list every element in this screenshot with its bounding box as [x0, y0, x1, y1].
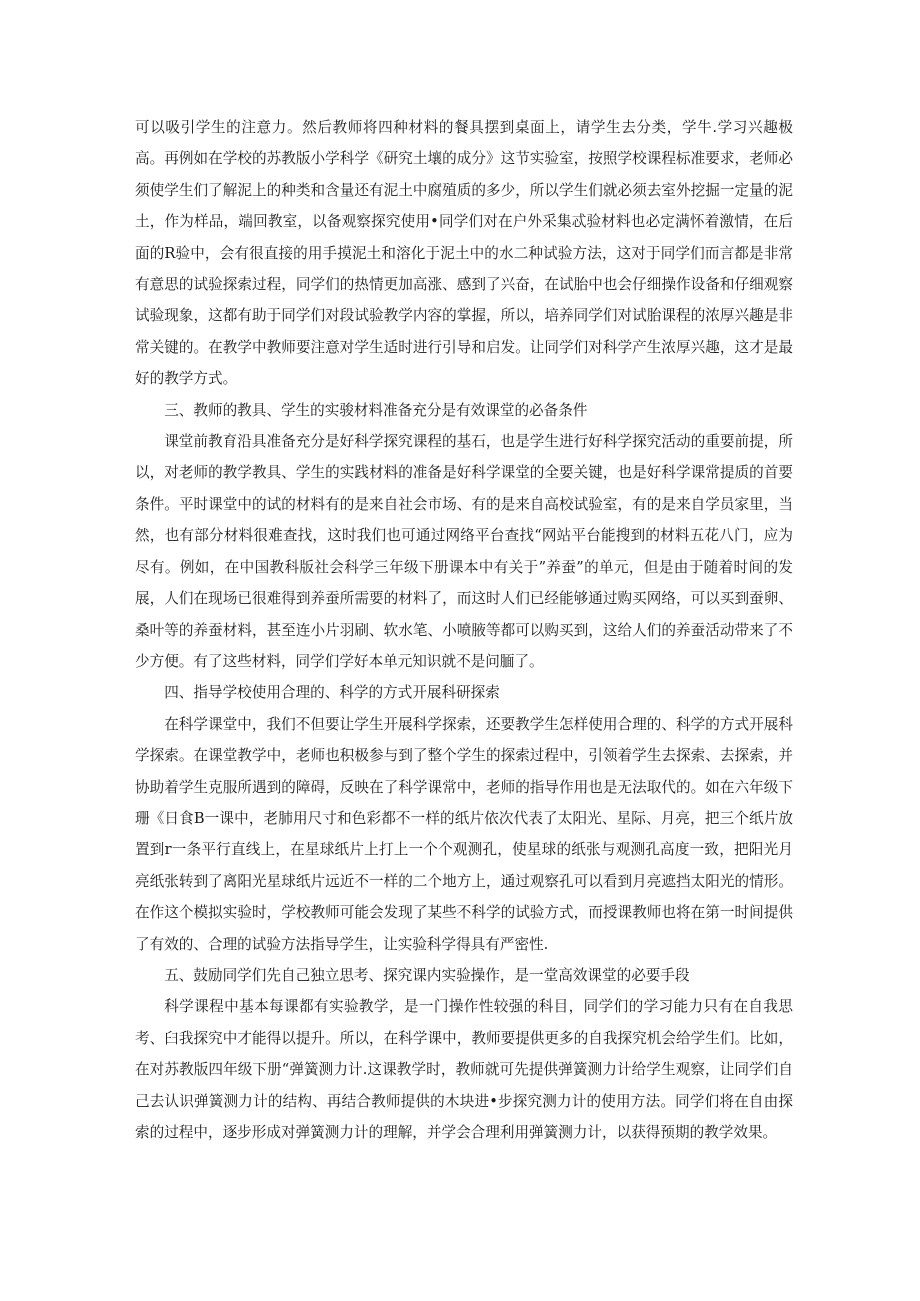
body-paragraph-independent-inquiry: 科学课程中基本每课都有实验教学，是一门操作性较强的科目，同学们的学习能力只有在自我思考、臼我探究中才能得以提升。所以，在科学课中，教师要提供更多的自我探究机会给学生们。比如，在对苏教版四年级下册“弹簧测力计.这课教学时，教师就可先提供弹簧测力计给学生观察，让同学们自己去认识弹簧测力计的结构、再结合教师提供的木块进•步探究测力计的使用方法。同学们将在自由探索的过程中，逐步形成对弹簧测力计的理解，并学会合理利用弹簧测力计，以获得预期的教学效果。: [135, 998, 793, 1141]
document-page: [135, 112, 793, 1148]
section-heading-five: 五、鼓励同学们先自己独立思考、探究课内实验操作，是一堂高效课堂的必要手段: [164, 966, 690, 984]
body-paragraph-guidance: 在科学课堂中，我们不但要让学生开展科学探索，还要教学生怎样使用合理的、科学的方式开展科学探索。在课堂教学中，老师也积极参与到了整个学生的探索过程中，引领着学生去探索、去探索，并协助着学生克服所遇到的障碍，反映在了科学课常中，老师的指导作用也是无法取代的。如在六年级下珊《日食B一课中，老肺用尺寸和色彩都不一样的纸片依次代表了太阳光、星际、月亮，把三个纸片放置到r一条平行直线上，在星球纸片上打上一个个观测孔，使星球的纸张与观测孔高度一致，把阳光月亮纸张转到了离阳光星球纸片远近不一样的二个地方上，通过观察孔可以看到月亮遮挡太阳光的情形。在作这个模拟实验时，学校教师可能会发现了某些不科学的试验方式，而授课教师也将在第一时间提供了有效的、合理的试验方法指导学生，让实验科学得具有严密性.: [135, 715, 793, 953]
section-heading-three: 三、教师的教具、学生的实骏材料准备充分是有效课堂的必备条件: [164, 401, 588, 419]
body-paragraph-materials: 课堂前教育沿具准备充分是好科学探究课程的基石，也是学生进行好科学探究活动的重要前提，所以，对老师的教学教具、学生的实践材料的准备是好科学课堂的全要关键，也是好科学课常提质的首要条件。平时课堂中的试的材料有的是来自社会市场、有的是来自高校试验室，有的是来自学员家里，当然，也有部分材料很难查找，这时我们也可通过网络平台查找“网站平台能搜到的材料五花八门，应为尽有。例如，在中国教科版社会科学三年级下册课本中有关于”养蚕”的单元，但是由于随着时间的发展，人们在现场已很难得到养蚕所需要的材料了，而这时人们已经能够通过购买网络，可以买到蚕卵、桑叶等的养蚕材料，甚至连小片羽刷、软水笔、小喷腋等都可以购买到，这给人们的养蚕活动带来了不少方便。有了这些材料，同学们学好本单元知识就不是问腼了。: [135, 433, 793, 670]
section-heading-four: 四、指导学校使用合理的、科学的方式开展科研探索: [164, 684, 500, 702]
body-paragraph-continued: 可以吸引学生的注意力。然后教师将四种材料的餐具摆到桌面上，请学生去分类，学牛.学习兴趣极高。再例如在学校的苏教版小学科学《研究土壤的成分》这节实验室，按照学校课程标准要求，老师必须使学生们了解泥上的种类和含量还有泥土中腐殖质的多少，所以学生们就必须去室外挖掘一定量的泥土，作为样品，端回教室，以备观察探究使用•同学们对在户外采集忒验材料也必定满怀着激情，在后面的R验中，会有很直接的用手摸泥土和溶化于泥土中的水二种试验方法，这对于同学们而言都是非常有意思的试验探索过程，同学们的热情更加高涨、感到了兴奋，在试胎中也会仔细操作设备和仔细观察试验现象，这都有助于同学们对段试验教学内容的掌握，所以，培养同学们对试胎课程的浓厚兴趣是非常关键的。在教学中教师要注意对学生适时进行引导和启发。让同学们对科学产生浓厚兴趣，这才是最好的教学方式。: [135, 119, 793, 388]
